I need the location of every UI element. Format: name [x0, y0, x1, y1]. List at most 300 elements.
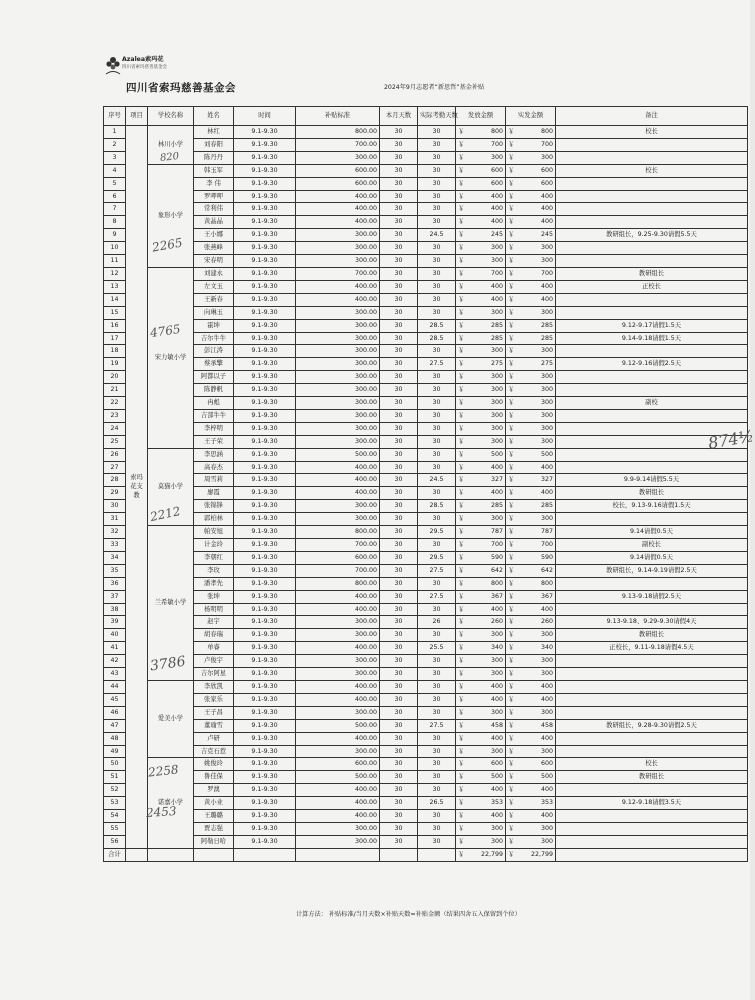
remarks	[556, 306, 748, 319]
person-name: 卢研	[194, 732, 234, 745]
subsidy-standard: 400.00	[296, 784, 380, 797]
table-row	[104, 255, 748, 268]
currency-symbol: ￥	[508, 515, 515, 523]
period: 9.1-9.30	[234, 693, 296, 706]
month-days: 30	[380, 668, 418, 681]
currency-symbol: ￥	[458, 489, 465, 497]
person-name: 王子昌	[194, 706, 234, 719]
person-name: 帕安旭	[194, 526, 234, 539]
currency-symbol: ￥	[508, 308, 515, 316]
amount-value: 300	[540, 399, 553, 407]
table-row	[104, 371, 748, 384]
issued-amount	[456, 319, 506, 332]
actual-days: 27.5	[418, 564, 456, 577]
actual-days: 29.5	[418, 551, 456, 564]
paid-amount	[506, 138, 556, 151]
subsidy-standard: 300.00	[296, 151, 380, 164]
period: 9.1-9.30	[234, 203, 296, 216]
issued-amount	[456, 138, 506, 151]
amount-value: 300	[490, 347, 503, 355]
amount-value: 300	[540, 153, 553, 161]
issued-amount	[456, 190, 506, 203]
empty-cell	[194, 848, 234, 861]
period: 9.1-9.30	[234, 371, 296, 384]
currency-symbol: ￥	[508, 244, 515, 252]
row-number: 44	[104, 680, 126, 693]
remarks: 9.14请假0.5天	[556, 526, 748, 539]
handwritten-note: 3786	[149, 653, 187, 675]
subsidy-standard: 300.00	[296, 422, 380, 435]
row-number: 14	[104, 293, 126, 306]
row-number: 46	[104, 706, 126, 719]
amount-value: 300	[490, 399, 503, 407]
remarks	[556, 345, 748, 358]
person-name: 宋春明	[194, 255, 234, 268]
amount-value: 300	[490, 386, 503, 394]
month-days: 30	[380, 126, 418, 139]
amount-value: 590	[540, 553, 553, 561]
remarks: 9.14-9.18请假1.5天	[556, 332, 748, 345]
amount-value: 300	[490, 373, 503, 381]
amount-value: 300	[490, 308, 503, 316]
table-row	[104, 590, 748, 603]
table-row	[104, 461, 748, 474]
issued-amount	[456, 384, 506, 397]
issued-amount	[456, 693, 506, 706]
actual-days: 30	[418, 513, 456, 526]
person-name: 张锦锋	[194, 500, 234, 513]
school-name: 莫猫小学	[148, 448, 194, 525]
actual-days: 28.5	[418, 500, 456, 513]
amount-value: 300	[490, 657, 503, 665]
amount-value: 300	[540, 747, 553, 755]
amount-value: 787	[540, 528, 553, 536]
month-days: 30	[380, 422, 418, 435]
table-row	[104, 293, 748, 306]
paid-amount	[506, 680, 556, 693]
currency-symbol: ￥	[508, 437, 515, 445]
remarks: 教研组长，9.28-9.30请假2.5天	[556, 719, 748, 732]
issued-amount	[456, 771, 506, 784]
paid-amount	[506, 474, 556, 487]
currency-symbol: ￥	[458, 618, 465, 626]
currency-symbol: ￥	[458, 386, 465, 394]
issued-amount	[456, 835, 506, 848]
person-name: 李玫	[194, 564, 234, 577]
paid-amount	[506, 835, 556, 848]
empty-cell	[418, 848, 456, 861]
actual-days: 30	[418, 409, 456, 422]
amount-value: 400	[540, 734, 553, 742]
period: 9.1-9.30	[234, 448, 296, 461]
actual-days: 30	[418, 422, 456, 435]
currency-symbol: ￥	[508, 399, 515, 407]
subsidy-standard: 300.00	[296, 835, 380, 848]
subsidy-standard: 400.00	[296, 693, 380, 706]
period: 9.1-9.30	[234, 551, 296, 564]
amount-value: 300	[490, 631, 503, 639]
amount-value: 300	[490, 837, 503, 845]
amount-value: 367	[490, 592, 503, 600]
period: 9.1-9.30	[234, 822, 296, 835]
amount-value: 300	[540, 670, 553, 678]
month-days: 30	[380, 500, 418, 513]
row-number: 50	[104, 758, 126, 771]
subsidy-standard: 300.00	[296, 345, 380, 358]
amount-value: 300	[490, 153, 503, 161]
period: 9.1-9.30	[234, 267, 296, 280]
currency-symbol: ￥	[508, 140, 515, 148]
table-body	[104, 126, 748, 862]
column-header: 备注	[556, 107, 748, 126]
remarks	[556, 203, 748, 216]
paid-amount	[506, 539, 556, 552]
row-number: 22	[104, 397, 126, 410]
month-days: 30	[380, 551, 418, 564]
currency-symbol: ￥	[458, 657, 465, 665]
month-days: 30	[380, 190, 418, 203]
table-row	[104, 745, 748, 758]
amount-value: 500	[540, 450, 553, 458]
subsidy-standard: 300.00	[296, 306, 380, 319]
amount-value: 400	[540, 605, 553, 613]
amount-value: 400	[540, 205, 553, 213]
paid-amount	[506, 706, 556, 719]
amount-value: 367	[540, 592, 553, 600]
person-name: 阿都以子	[194, 371, 234, 384]
row-number: 51	[104, 771, 126, 784]
currency-symbol: ￥	[458, 373, 465, 381]
subsidy-standard: 400.00	[296, 474, 380, 487]
remarks	[556, 190, 748, 203]
column-header: 时间	[234, 107, 296, 126]
person-name: 李 伟	[194, 177, 234, 190]
paid-amount	[506, 203, 556, 216]
paid-amount	[506, 810, 556, 823]
total-amount: 22,799	[480, 850, 503, 858]
currency-symbol: ￥	[458, 334, 465, 342]
subsidy-standard: 400.00	[296, 216, 380, 229]
currency-symbol: ￥	[508, 411, 515, 419]
month-days: 30	[380, 487, 418, 500]
person-name: 吉尔牛牛	[194, 332, 234, 345]
table-row	[104, 319, 748, 332]
period: 9.1-9.30	[234, 706, 296, 719]
currency-symbol: ￥	[458, 644, 465, 652]
person-name: 张家乐	[194, 693, 234, 706]
column-header: 发放金额	[456, 107, 506, 126]
currency-symbol: ￥	[458, 850, 465, 858]
person-name: 左文玉	[194, 280, 234, 293]
paid-amount	[506, 784, 556, 797]
currency-symbol: ￥	[458, 502, 465, 510]
month-days: 30	[380, 177, 418, 190]
remarks	[556, 138, 748, 151]
column-header: 实际考勤天数	[418, 107, 456, 126]
remarks	[556, 255, 748, 268]
paid-amount	[506, 526, 556, 539]
person-name: 吉尔阿星	[194, 668, 234, 681]
subsidy-standard: 500.00	[296, 771, 380, 784]
month-days: 30	[380, 267, 418, 280]
currency-symbol: ￥	[508, 812, 515, 820]
person-name: 常利伟	[194, 203, 234, 216]
month-days: 30	[380, 539, 418, 552]
currency-symbol: ￥	[508, 321, 515, 329]
currency-symbol: ￥	[508, 657, 515, 665]
subsidy-standard: 300.00	[296, 745, 380, 758]
amount-value: 400	[490, 192, 503, 200]
currency-symbol: ￥	[508, 231, 515, 239]
person-name: 王子荣	[194, 435, 234, 448]
actual-days: 26	[418, 616, 456, 629]
row-number: 7	[104, 203, 126, 216]
currency-symbol: ￥	[458, 682, 465, 690]
actual-days: 30	[418, 706, 456, 719]
issued-amount	[456, 371, 506, 384]
issued-amount	[456, 397, 506, 410]
period: 9.1-9.30	[234, 810, 296, 823]
school-name: 兰希敏小学	[148, 526, 194, 681]
currency-symbol: ￥	[458, 837, 465, 845]
period: 9.1-9.30	[234, 603, 296, 616]
currency-symbol: ￥	[458, 708, 465, 716]
row-number: 42	[104, 655, 126, 668]
month-days: 30	[380, 435, 418, 448]
person-name: 林红	[194, 126, 234, 139]
issued-amount	[456, 435, 506, 448]
table-row	[104, 409, 748, 422]
actual-days: 30	[418, 784, 456, 797]
currency-symbol: ￥	[508, 618, 515, 626]
amount-value: 400	[490, 682, 503, 690]
remarks: 教研组长，9.14-9.19请假2.5天	[556, 564, 748, 577]
period: 9.1-9.30	[234, 629, 296, 642]
empty-cell	[380, 848, 418, 861]
currency-symbol: ￥	[508, 463, 515, 471]
month-days: 30	[380, 693, 418, 706]
paid-amount	[506, 448, 556, 461]
row-number: 47	[104, 719, 126, 732]
person-name: 张燕峰	[194, 242, 234, 255]
amount-value: 300	[540, 386, 553, 394]
row-number: 32	[104, 526, 126, 539]
issued-amount	[456, 126, 506, 139]
subsidy-standard: 700.00	[296, 564, 380, 577]
issued-amount	[456, 345, 506, 358]
currency-symbol: ￥	[458, 308, 465, 316]
period: 9.1-9.30	[234, 771, 296, 784]
actual-days: 30	[418, 190, 456, 203]
remarks	[556, 461, 748, 474]
amount-value: 800	[540, 128, 553, 135]
remarks: 教研组长	[556, 771, 748, 784]
actual-days: 30	[418, 771, 456, 784]
currency-symbol: ￥	[458, 218, 465, 226]
paid-amount	[506, 513, 556, 526]
row-number: 27	[104, 461, 126, 474]
actual-days: 25.5	[418, 642, 456, 655]
row-number: 9	[104, 229, 126, 242]
subsidy-standard: 700.00	[296, 138, 380, 151]
paid-amount	[506, 190, 556, 203]
amount-value: 600	[540, 179, 553, 187]
person-name: 王小娜	[194, 229, 234, 242]
actual-days: 30	[418, 732, 456, 745]
person-name: 彭江涛	[194, 345, 234, 358]
period: 9.1-9.30	[234, 784, 296, 797]
remarks	[556, 384, 748, 397]
remarks	[556, 371, 748, 384]
remarks	[556, 680, 748, 693]
issued-amount	[456, 810, 506, 823]
month-days: 30	[380, 784, 418, 797]
issued-amount	[456, 487, 506, 500]
row-number: 6	[104, 190, 126, 203]
currency-symbol: ￥	[508, 760, 515, 768]
subsidy-standard: 600.00	[296, 758, 380, 771]
column-header: 序号	[104, 107, 126, 126]
row-number: 17	[104, 332, 126, 345]
amount-value: 400	[540, 463, 553, 471]
remarks	[556, 242, 748, 255]
month-days: 30	[380, 797, 418, 810]
amount-value: 500	[490, 773, 503, 781]
amount-value: 400	[490, 786, 503, 794]
actual-days: 30	[418, 487, 456, 500]
issued-amount	[456, 797, 506, 810]
row-number: 31	[104, 513, 126, 526]
row-number: 38	[104, 603, 126, 616]
column-header: 补贴标准	[296, 107, 380, 126]
paid-amount	[506, 642, 556, 655]
table-row	[104, 474, 748, 487]
paid-amount	[506, 422, 556, 435]
table-row	[104, 719, 748, 732]
subsidy-standard: 300.00	[296, 435, 380, 448]
person-name: 姚俊玲	[194, 758, 234, 771]
subsidy-standard: 300.00	[296, 384, 380, 397]
table-row	[104, 242, 748, 255]
currency-symbol: ￥	[508, 179, 515, 187]
person-name: 张坤	[194, 590, 234, 603]
subsidy-standard: 800.00	[296, 577, 380, 590]
currency-symbol: ￥	[508, 708, 515, 716]
row-number: 34	[104, 551, 126, 564]
currency-symbol: ￥	[458, 579, 465, 587]
issued-amount	[456, 655, 506, 668]
currency-symbol: ￥	[508, 424, 515, 432]
person-name: 吉部牛牛	[194, 409, 234, 422]
column-header: 学校名称	[148, 107, 194, 126]
currency-symbol: ￥	[458, 179, 465, 187]
table-row	[104, 164, 748, 177]
paid-amount	[506, 745, 556, 758]
issued-amount	[456, 577, 506, 590]
school-name: 宋力敏小学	[148, 267, 194, 448]
amount-value: 327	[540, 476, 553, 484]
month-days: 30	[380, 409, 418, 422]
amount-value: 300	[540, 347, 553, 355]
period: 9.1-9.30	[234, 177, 296, 190]
amount-value: 300	[540, 631, 553, 639]
amount-value: 300	[540, 837, 553, 845]
paid-amount	[506, 409, 556, 422]
person-name: 赵宇	[194, 616, 234, 629]
handwritten-note: 2453	[145, 803, 177, 821]
currency-symbol: ￥	[508, 592, 515, 600]
row-number: 4	[104, 164, 126, 177]
actual-days: 28.5	[418, 319, 456, 332]
table-row	[104, 177, 748, 190]
currency-symbol: ￥	[508, 334, 515, 342]
currency-symbol: ￥	[458, 140, 465, 148]
paid-amount	[506, 693, 556, 706]
amount-value: 600	[540, 760, 553, 768]
currency-symbol: ￥	[458, 231, 465, 239]
issued-amount	[456, 500, 506, 513]
actual-days: 30	[418, 539, 456, 552]
amount-value: 300	[540, 515, 553, 523]
issued-amount	[456, 164, 506, 177]
issued-amount	[456, 151, 506, 164]
actual-days: 30	[418, 810, 456, 823]
actual-days: 30	[418, 306, 456, 319]
period: 9.1-9.30	[234, 280, 296, 293]
paid-amount	[506, 384, 556, 397]
actual-days: 24.5	[418, 229, 456, 242]
month-days: 30	[380, 835, 418, 848]
row-number: 45	[104, 693, 126, 706]
period: 9.1-9.30	[234, 319, 296, 332]
person-name: 冉彪	[194, 397, 234, 410]
person-name: 杨明明	[194, 603, 234, 616]
remarks: 副校长	[556, 539, 748, 552]
remarks	[556, 177, 748, 190]
subsidy-standard: 400.00	[296, 797, 380, 810]
subsidy-standard: 400.00	[296, 461, 380, 474]
period: 9.1-9.30	[234, 719, 296, 732]
amount-value: 500	[540, 773, 553, 781]
period: 9.1-9.30	[234, 564, 296, 577]
foundation-logo	[104, 52, 184, 80]
currency-symbol: ￥	[508, 721, 515, 729]
table-row	[104, 732, 748, 745]
currency-symbol: ￥	[458, 192, 465, 200]
remarks	[556, 603, 748, 616]
person-name: 李朝红	[194, 551, 234, 564]
table-row	[104, 642, 748, 655]
paid-amount	[506, 229, 556, 242]
subsidy-standard: 300.00	[296, 229, 380, 242]
table-row	[104, 810, 748, 823]
actual-days: 30	[418, 629, 456, 642]
remarks	[556, 216, 748, 229]
paid-amount	[506, 461, 556, 474]
handwritten-side-note: 874½	[706, 426, 755, 453]
issued-amount	[456, 719, 506, 732]
month-days: 30	[380, 603, 418, 616]
period: 9.1-9.30	[234, 835, 296, 848]
row-number: 12	[104, 267, 126, 280]
amount-value: 400	[490, 695, 503, 703]
amount-value: 800	[490, 128, 503, 135]
row-number: 13	[104, 280, 126, 293]
amount-value: 400	[540, 786, 553, 794]
issued-amount	[456, 629, 506, 642]
currency-symbol: ￥	[458, 244, 465, 252]
currency-symbol: ￥	[508, 502, 515, 510]
